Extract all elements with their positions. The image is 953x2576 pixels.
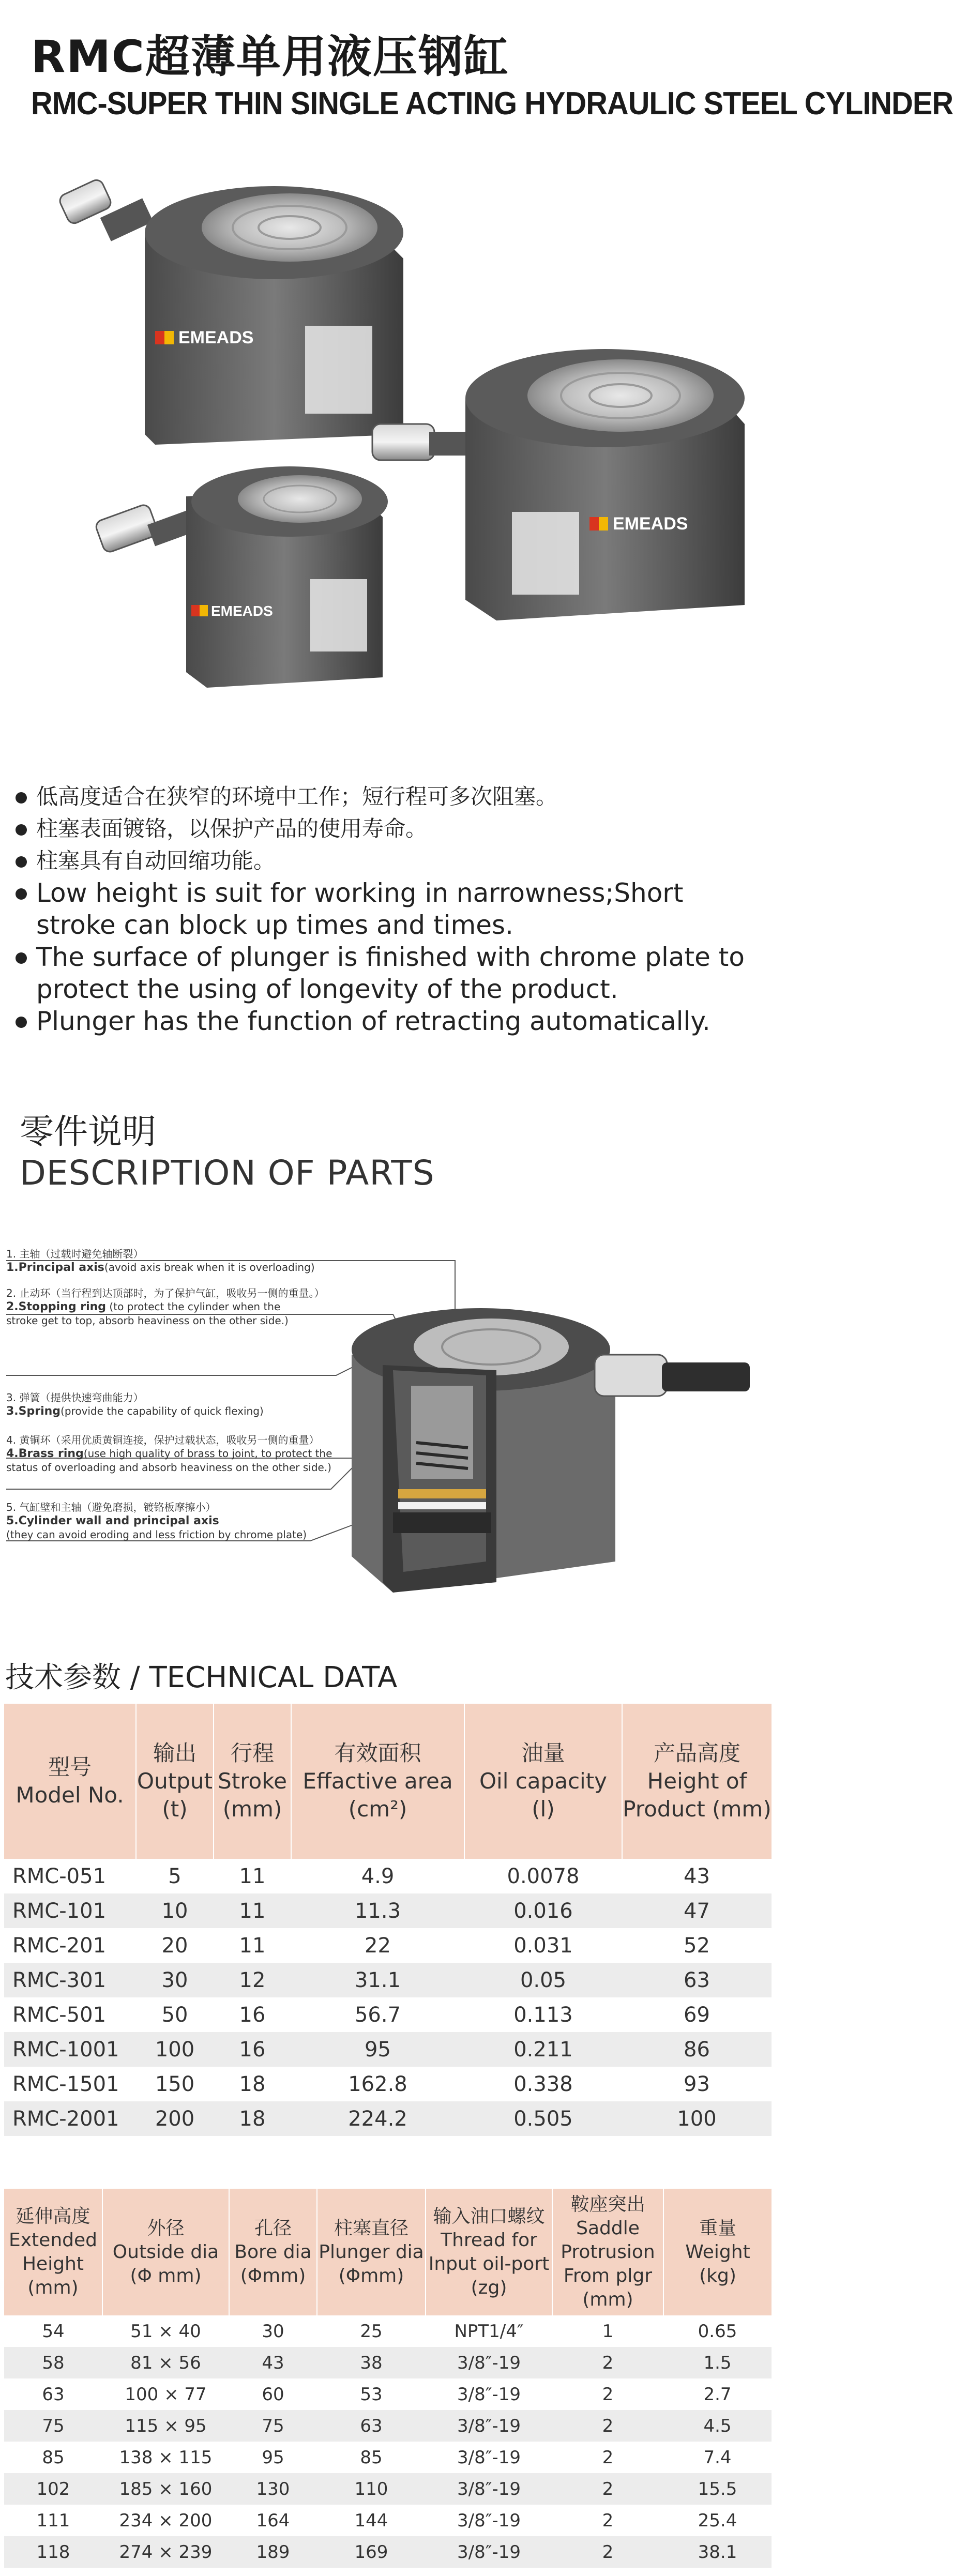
- table-header-row: [4, 2189, 772, 2315]
- table-cell: 185 × 160: [102, 2473, 229, 2505]
- brand-logo-text: EMEADS: [178, 328, 254, 347]
- table-cell: 3/8″-19: [426, 2347, 552, 2378]
- table-row: [4, 1928, 772, 1963]
- table-cell: 75: [229, 2410, 317, 2442]
- table-cell: 51 × 40: [130, 2321, 201, 2342]
- table-cell: 4.9: [361, 1864, 395, 1888]
- table-row: [4, 2536, 772, 2568]
- table-cell: 18: [239, 2072, 266, 2096]
- table-cell: 224.2: [291, 2101, 464, 2136]
- table-cell: 63: [622, 1963, 772, 1997]
- table-cell: 11: [214, 1893, 291, 1928]
- table-cell: 150: [155, 2072, 195, 2096]
- parts-title-en: DESCRIPTION OF PARTS: [20, 1153, 435, 1193]
- bullet-icon: [16, 1017, 27, 1028]
- table-header-row: [4, 1704, 772, 1859]
- table-cell: 169: [317, 2536, 426, 2568]
- table-cell: 25: [360, 2321, 383, 2342]
- table-cell: 162.8: [348, 2072, 407, 2096]
- bullet-icon: [16, 952, 27, 964]
- table-cell: RMC-301: [4, 1963, 136, 1997]
- parts-title-cn: 零件说明: [20, 1112, 156, 1151]
- table-row: [4, 2315, 772, 2347]
- feature-item: 柱塞表面镀铬，以保护产品的使用寿命。: [16, 813, 760, 845]
- bullet-icon: [16, 792, 27, 804]
- table-cell: 234 × 200: [119, 2510, 213, 2531]
- table-row: [4, 2032, 772, 2067]
- table-cell: 102: [4, 2473, 102, 2505]
- table-cell: 2: [602, 2384, 614, 2405]
- table-cell: 43: [684, 1864, 710, 1888]
- feature-item: 柱塞具有自动回缩功能。: [16, 845, 760, 877]
- table-row: [4, 2473, 772, 2505]
- table-row: [4, 1997, 772, 2032]
- part-label-2: 2. 止动环（当行程到达顶部时，为了保护气缸，吸收另一侧的重量。） 2.Stopping ring (to protect the cylinder when the stroke get to top, absorb heaviness on the other side.): [6, 1287, 325, 1327]
- table-row: [4, 1963, 772, 1997]
- table-row: [4, 1859, 772, 1893]
- table-cell: 63: [317, 2410, 426, 2442]
- table-cell: 274 × 239: [102, 2536, 229, 2568]
- table-cell: 2: [552, 2536, 663, 2568]
- page-title-cn: RMC超薄单用液压钢缸: [31, 31, 509, 83]
- column-header: 延伸高度 Extended Height (mm): [4, 2189, 102, 2315]
- table-cell: 110: [317, 2473, 426, 2505]
- feature-list: [16, 781, 760, 1037]
- table-cell: 16: [239, 2003, 266, 2027]
- table-cell: 69: [684, 2003, 710, 2027]
- table-cell: RMC-051: [12, 1864, 107, 1888]
- parts-diagram: [0, 1200, 776, 1665]
- table-cell: 85: [42, 2447, 65, 2468]
- table-cell: RMC-1001: [4, 2032, 136, 2067]
- table-cell: 31.1: [291, 1963, 464, 1997]
- table-cell: 58: [4, 2347, 102, 2378]
- table-cell: 30: [136, 1963, 214, 1997]
- feature-item: The surface of plunger is finished with chrome plate to protect the using of longevity of the product.: [16, 941, 760, 1005]
- table-cell: 3/8″-19: [426, 2410, 552, 2442]
- feature-item: Plunger has the function of retracting automatically.: [16, 1005, 760, 1037]
- table-cell: 3/8″-19: [457, 2447, 521, 2468]
- table-cell: 0.0078: [507, 1864, 580, 1888]
- table-cell: 54: [42, 2321, 65, 2342]
- table-cell: 0.113: [513, 2003, 573, 2027]
- table-cell: 95: [291, 2032, 464, 2067]
- table-cell: 7.4: [703, 2447, 732, 2468]
- column-header: 鞍座突出 Saddle Protrusion From plgr (mm): [552, 2189, 663, 2315]
- table-cell: 11.3: [291, 1893, 464, 1928]
- table-cell: 130: [229, 2473, 317, 2505]
- table-cell: 47: [622, 1893, 772, 1928]
- spec-table-1: [4, 1704, 772, 2136]
- table-cell: 138 × 115: [119, 2447, 213, 2468]
- table-cell: 12: [214, 1963, 291, 1997]
- table-cell: 3/8″-19: [457, 2384, 521, 2405]
- table-cell: 11: [239, 1933, 266, 1958]
- table-cell: 5: [168, 1864, 181, 1888]
- table-cell: 95: [262, 2447, 284, 2468]
- table-cell: 63: [42, 2384, 65, 2405]
- table-cell: 2: [552, 2473, 663, 2505]
- table-cell: 93: [684, 2072, 710, 2096]
- column-header: 输入油口螺纹 Thread for Input oil-port (zg): [426, 2189, 552, 2315]
- part-label-4: 4. 黄铜环（采用优质黄铜连接，保护过载状态，吸收另一侧的重量） 4.Brass ring(use high quality of brass to joint, to protect the status of overloading and absorb heaviness on the other side.): [6, 1434, 332, 1474]
- table-cell: 85: [360, 2447, 383, 2468]
- table-cell: 0.505: [464, 2101, 622, 2136]
- table-cell: 2: [602, 2510, 614, 2531]
- table-cell: 20: [161, 1933, 188, 1958]
- cylinder-medium: [372, 349, 745, 620]
- table-cell: 75: [4, 2410, 102, 2442]
- part-label-1: 1. 主轴（过载时避免轴断裂） 1.Principal axis(avoid axis break when it is overloading): [6, 1248, 315, 1274]
- table-cell: 11: [239, 1864, 266, 1888]
- table-cell: RMC-1501: [12, 2072, 119, 2096]
- table-cell: 0.016: [464, 1893, 622, 1928]
- table-cell: 100: [136, 2032, 214, 2067]
- column-header: 产品高度 Height of Product (mm): [622, 1704, 772, 1859]
- table-cell: 18: [214, 2101, 291, 2136]
- table-cell: 164: [256, 2510, 290, 2531]
- table-cell: 38: [317, 2347, 426, 2378]
- column-header: 输出 Output (t): [136, 1704, 214, 1859]
- table-cell: 144: [354, 2510, 388, 2531]
- table-cell: 60: [262, 2384, 284, 2405]
- table-cell: RMC-2001: [4, 2101, 136, 2136]
- table-cell: 115 × 95: [102, 2410, 229, 2442]
- table-cell: 111: [36, 2510, 70, 2531]
- page-title-en: RMC-SUPER THIN SINGLE ACTING HYDRAULIC STEEL CYLINDER: [31, 86, 953, 122]
- table-cell: 118: [4, 2536, 102, 2568]
- table-cell: 43: [229, 2347, 317, 2378]
- part-label-3: 3. 弹簧（提供快速弯曲能力） 3.Spring(provide the capability of quick flexing): [6, 1391, 264, 1418]
- table-cell: 25.4: [698, 2510, 737, 2531]
- table-cell: 81 × 56: [102, 2347, 229, 2378]
- table-row: [4, 2378, 772, 2410]
- part-label-5: 5. 气缸壁和主轴（避免磨损，镀铬板摩擦小） 5.Cylinder wall and principal axis (they can avoid eroding and less friction by chrome plate): [6, 1501, 307, 1541]
- table-cell: 0.211: [464, 2032, 622, 2067]
- column-header: 油量 Oil capacity (l): [464, 1704, 622, 1859]
- table-cell: 0.338: [513, 2072, 573, 2096]
- table-cell: 30: [262, 2321, 284, 2342]
- column-header: 柱塞直径 Plunger dia (Φmm): [317, 2189, 426, 2315]
- table-cell: 0.031: [513, 1933, 573, 1958]
- table-cell: 1.5: [663, 2347, 772, 2378]
- table-row: [4, 2442, 772, 2473]
- table-cell: 2: [552, 2347, 663, 2378]
- table-cell: 53: [360, 2384, 383, 2405]
- table-row: [4, 2101, 772, 2136]
- bullet-icon: [16, 888, 27, 900]
- table-cell: 3/8″-19: [426, 2536, 552, 2568]
- table-cell: 10: [136, 1893, 214, 1928]
- cylinder-small: [94, 466, 388, 688]
- bullet-icon: [16, 856, 27, 868]
- table-cell: 3/8″-19: [426, 2473, 552, 2505]
- table-row: [4, 2347, 772, 2378]
- table-cell: 2: [602, 2447, 614, 2468]
- table-row: [4, 1893, 772, 1928]
- column-header: 行程 Stroke (mm): [214, 1704, 291, 1859]
- column-header: 型号 Model No.: [4, 1704, 136, 1859]
- table-cell: 0.65: [698, 2321, 737, 2342]
- table-cell: 52: [684, 1933, 710, 1958]
- table-cell: RMC-201: [12, 1933, 107, 1958]
- table-cell: 16: [214, 2032, 291, 2067]
- table-cell: NPT1/4″: [454, 2321, 524, 2342]
- table-cell: 0.05: [464, 1963, 622, 1997]
- feature-item: Low height is suit for working in narrowness;Short stroke can block up times and times.: [16, 877, 760, 941]
- table-cell: 56.7: [354, 2003, 401, 2027]
- table-cell: 189: [229, 2536, 317, 2568]
- table-cell: 86: [622, 2032, 772, 2067]
- feature-item: 低高度适合在狭窄的环境中工作；短行程可多次阻塞。: [16, 781, 760, 813]
- table-cell: 3/8″-19: [457, 2510, 521, 2531]
- table-cell: RMC-101: [4, 1893, 136, 1928]
- table-cell: 100: [622, 2101, 772, 2136]
- cylinder-large: [58, 178, 403, 445]
- column-header: 外径 Outside dia (Φ mm): [102, 2189, 229, 2315]
- column-header: 重量 Weight (kg): [663, 2189, 772, 2315]
- svg-text:EMEADS: EMEADS: [613, 514, 688, 534]
- table-cell: 200: [136, 2101, 214, 2136]
- table-cell: 50: [161, 2003, 188, 2027]
- table-cell: 2: [552, 2410, 663, 2442]
- table-cell: 38.1: [663, 2536, 772, 2568]
- column-header: 孔径 Bore dia (Φmm): [229, 2189, 317, 2315]
- table-cell: 4.5: [663, 2410, 772, 2442]
- table-cell: 15.5: [663, 2473, 772, 2505]
- product-photo: [0, 155, 776, 724]
- table-cell: 2.7: [703, 2384, 732, 2405]
- column-header: 有效面积 Effactive area (cm²): [291, 1704, 464, 1859]
- table-cell: 22: [365, 1933, 391, 1958]
- spec-table-2: [4, 2189, 772, 2568]
- svg-text:EMEADS: EMEADS: [211, 603, 273, 619]
- table-cell: 100 × 77: [125, 2384, 207, 2405]
- tech-data-title: 技术参数 / TECHNICAL DATA: [5, 1661, 398, 1694]
- table-cell: 1: [602, 2321, 614, 2342]
- table-row: [4, 2410, 772, 2442]
- bullet-icon: [16, 824, 27, 836]
- table-row: [4, 2067, 772, 2101]
- table-row: [4, 2505, 772, 2536]
- table-cell: RMC-501: [12, 2003, 107, 2027]
